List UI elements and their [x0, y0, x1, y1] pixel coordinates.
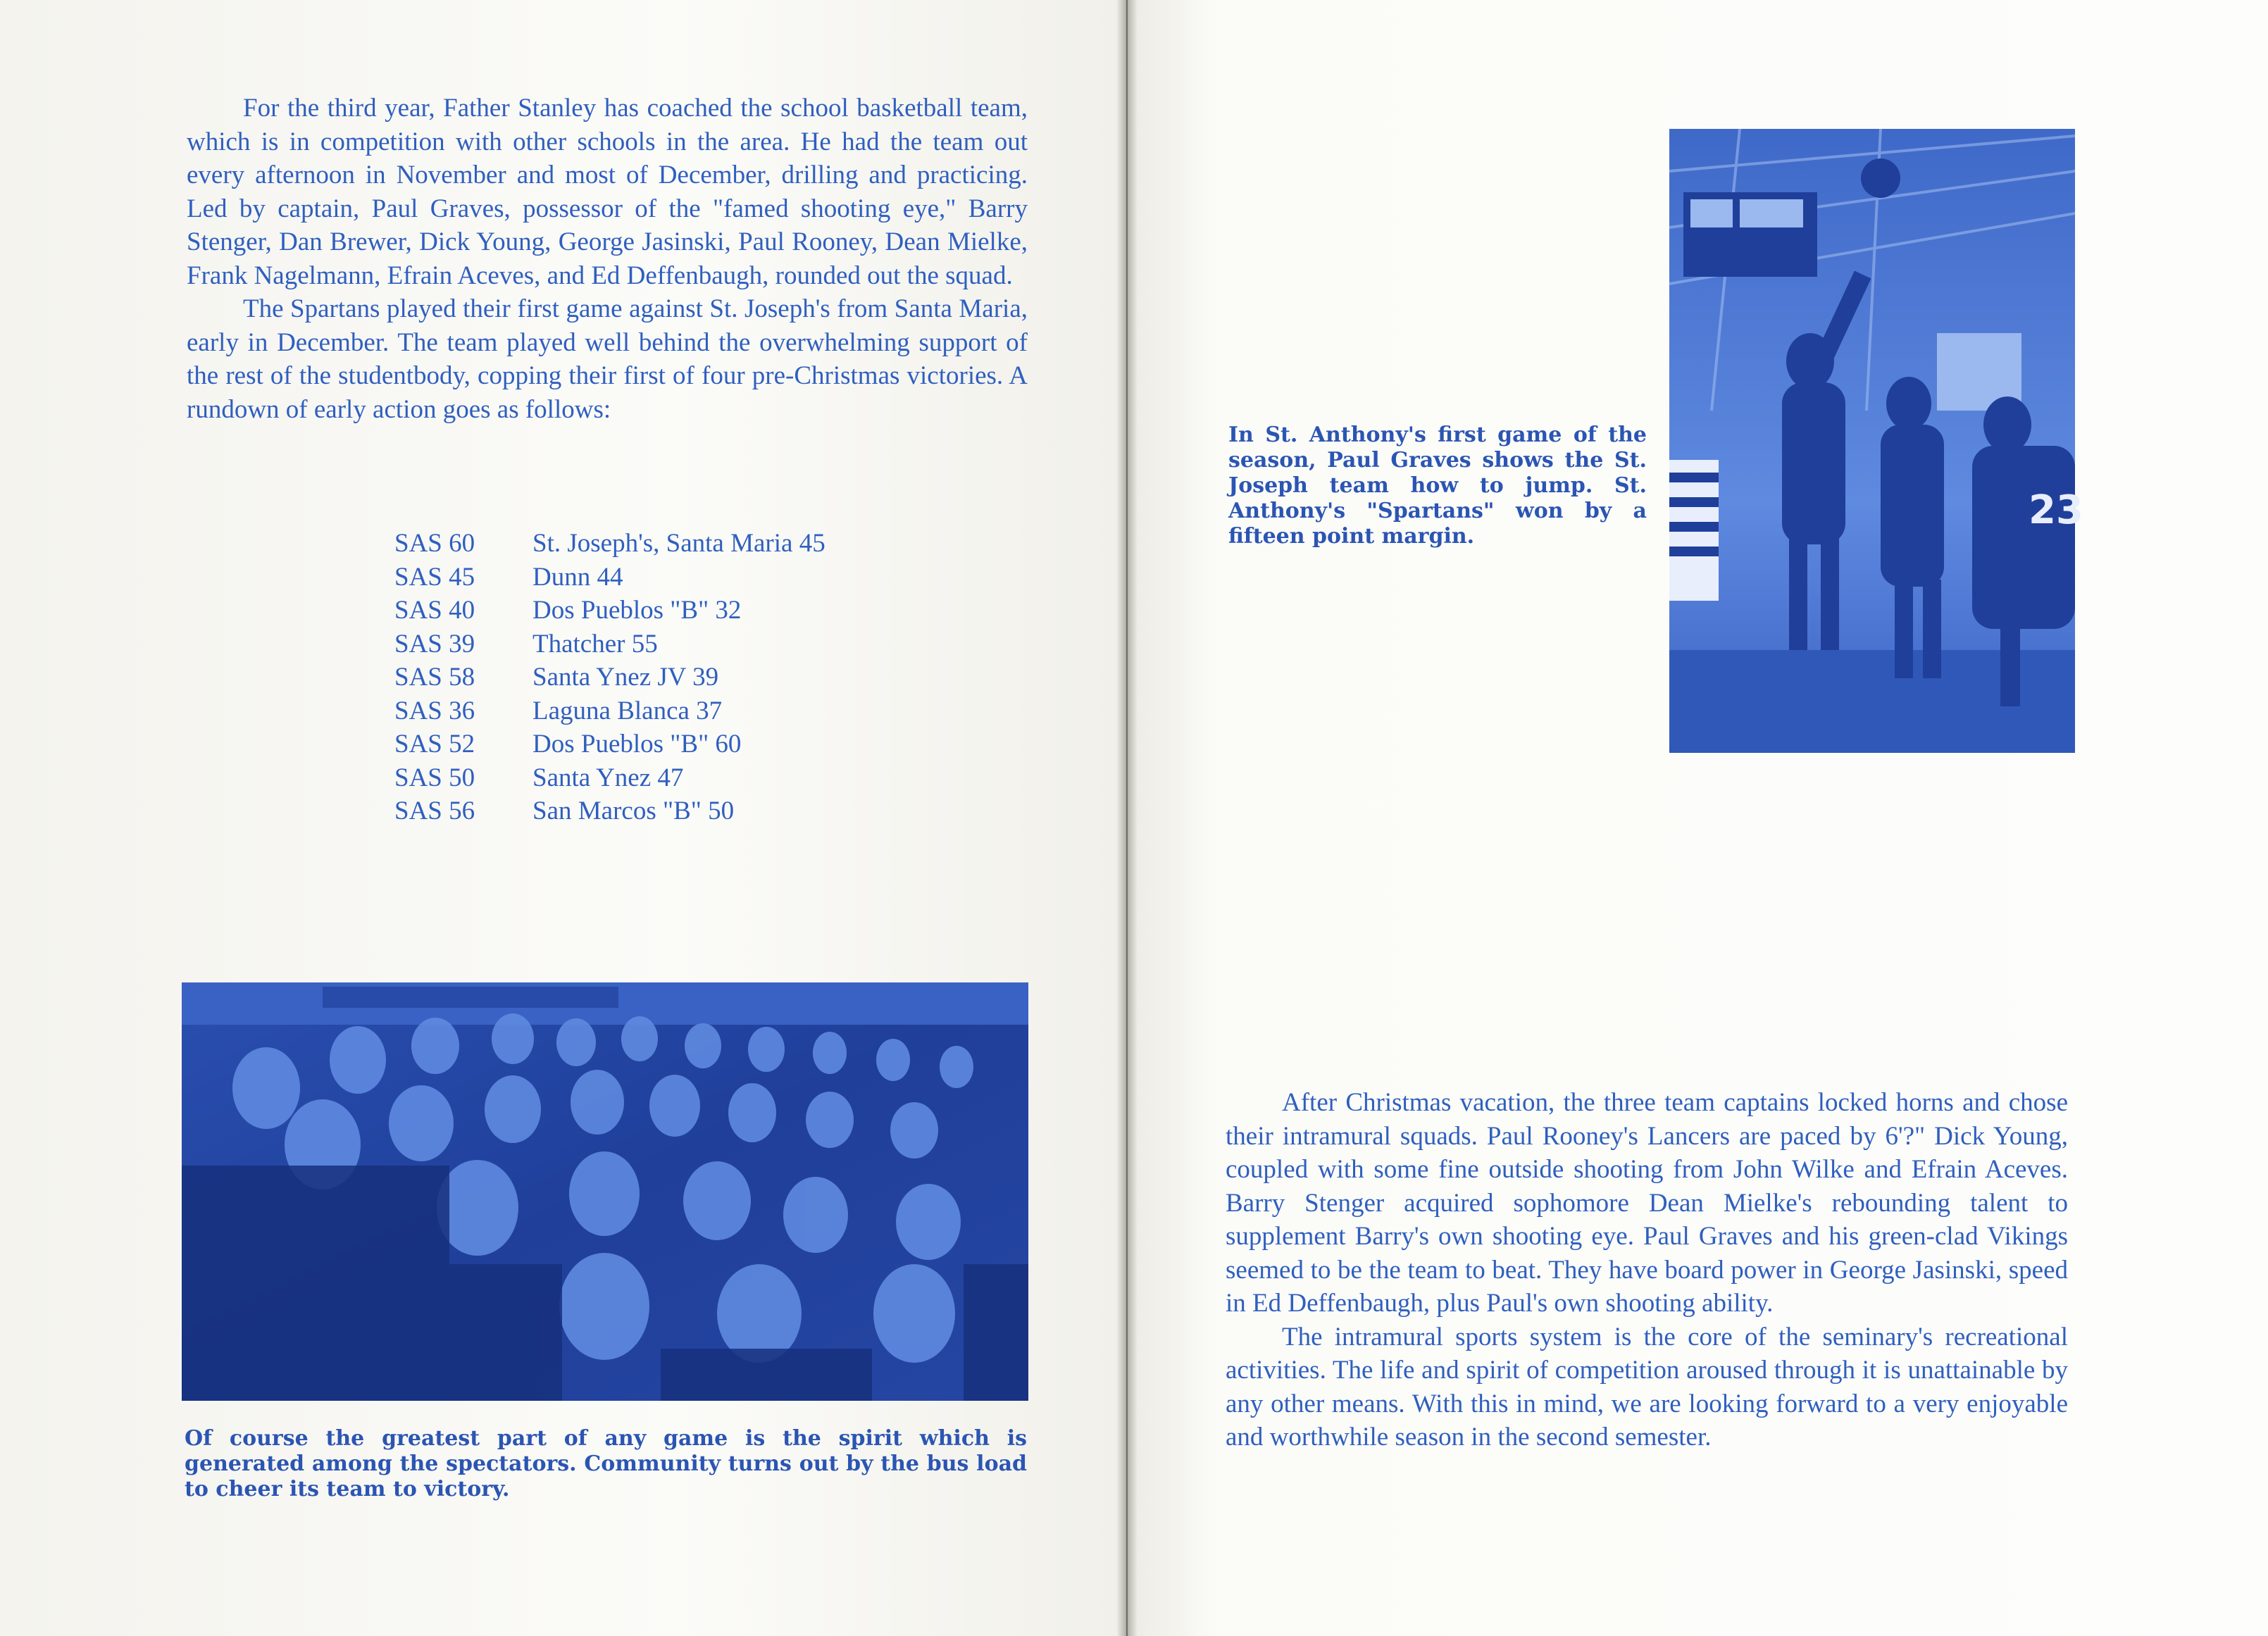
- score-list: [394, 527, 825, 828]
- score-row: [394, 661, 825, 694]
- score-sas: SAS 39: [394, 629, 475, 658]
- score-row: [394, 627, 825, 661]
- score-sas: SAS 36: [394, 696, 475, 725]
- score-row: [394, 794, 825, 828]
- basketball-caption: In St. Anthony's first game of the season, Paul Graves shows the St. Joseph team how to jump. St. Anthony's "Spartans" won by a fifteen point margin.: [1228, 423, 1647, 549]
- left-paragraph-1: For the third year, Father Stanley has coached the school basketball team, which is in competition with other schools in the area. He had the team out every afternoon in November and most of December, drilling and practicing. Led by captain, Paul Graves, possessor of the "famed shooting eye," Barry Stenger, Dan Brewer, Dick Young, George Jasinski, Paul Rooney, Dean Mielke, Frank Nagelmann, Efrain Aceves, and Ed Deffenbaugh, rounded out the squad.: [187, 94, 1028, 290]
- score-sas: SAS 60: [394, 529, 475, 558]
- score-opponent: Laguna Blanca 37: [532, 696, 723, 725]
- basketball-photo-image: [1669, 129, 2083, 753]
- right-body-text: [1226, 1086, 2068, 1454]
- score-opponent: San Marcos "B" 50: [532, 797, 735, 825]
- right-page: [1127, 0, 2268, 1636]
- left-body-text: [187, 92, 1028, 426]
- right-paragraph-1: After Christmas vacation, the three team captains locked horns and chose their intramural squads. Paul Rooney's Lancers are paced by 6'?" Dick Young, coupled with some fine outside shooting from John Wilke and Efrain Aceves. Barry Stenger acquired sophomore Dean Mielke's rebounding talent to supplement Barry's own shooting eye. Paul Graves and his green-clad Vikings seemed to be the team to beat. They have board power in George Jasinski, speed in Ed Deffenbaugh, plus Paul's own shooting ability.: [1226, 1088, 2068, 1318]
- score-row: [394, 527, 825, 561]
- book-gutter: [1116, 0, 1138, 1636]
- score-opponent: Dunn 44: [532, 562, 623, 592]
- score-sas: SAS 45: [394, 562, 475, 592]
- score-opponent: Dos Pueblos "B" 60: [532, 730, 742, 758]
- jersey-number: 23: [2029, 487, 2083, 533]
- right-paragraph-2: The intramural sports system is the core of the seminary's recreational activities. The life and spirit of competition aroused through it is unattainable by any other means. With this in mind, we are looking forward to a very enjoyable and worthwhile season in the second semester.: [1226, 1322, 2068, 1451]
- score-sas: SAS 58: [394, 663, 475, 692]
- left-page: [0, 0, 1127, 1636]
- spectators-caption: Of course the greatest part of any game is the spirit which is generated among the spectators. Community turns out by the bus load to cheer its team to victory.: [185, 1426, 1027, 1501]
- score-row: [394, 728, 825, 761]
- score-sas: SAS 50: [394, 763, 475, 792]
- score-row: [394, 561, 825, 594]
- score-opponent: Dos Pueblos "B" 32: [532, 596, 742, 625]
- score-row: [394, 594, 825, 627]
- left-paragraph-2: The Spartans played their first game against St. Joseph's from Santa Maria, early in December. The team played well behind the overwhelming support of the rest of the studentbody, copping their first of four pre-Christmas victories. A rundown of early action goes as follows:: [187, 294, 1028, 424]
- score-opponent: Santa Ynez JV 39: [532, 663, 719, 692]
- spectators-photo-image: [182, 982, 1028, 1401]
- spectators-photo: [182, 982, 1028, 1401]
- score-opponent: St. Joseph's, Santa Maria 45: [532, 529, 825, 558]
- score-row: [394, 761, 825, 795]
- score-sas: SAS 56: [394, 797, 475, 825]
- score-opponent: Santa Ynez 47: [532, 763, 684, 792]
- score-sas: SAS 52: [394, 730, 475, 758]
- basketball-photo: [1669, 129, 2083, 753]
- score-opponent: Thatcher 55: [532, 629, 658, 658]
- score-sas: SAS 40: [394, 596, 475, 625]
- score-row: [394, 694, 825, 728]
